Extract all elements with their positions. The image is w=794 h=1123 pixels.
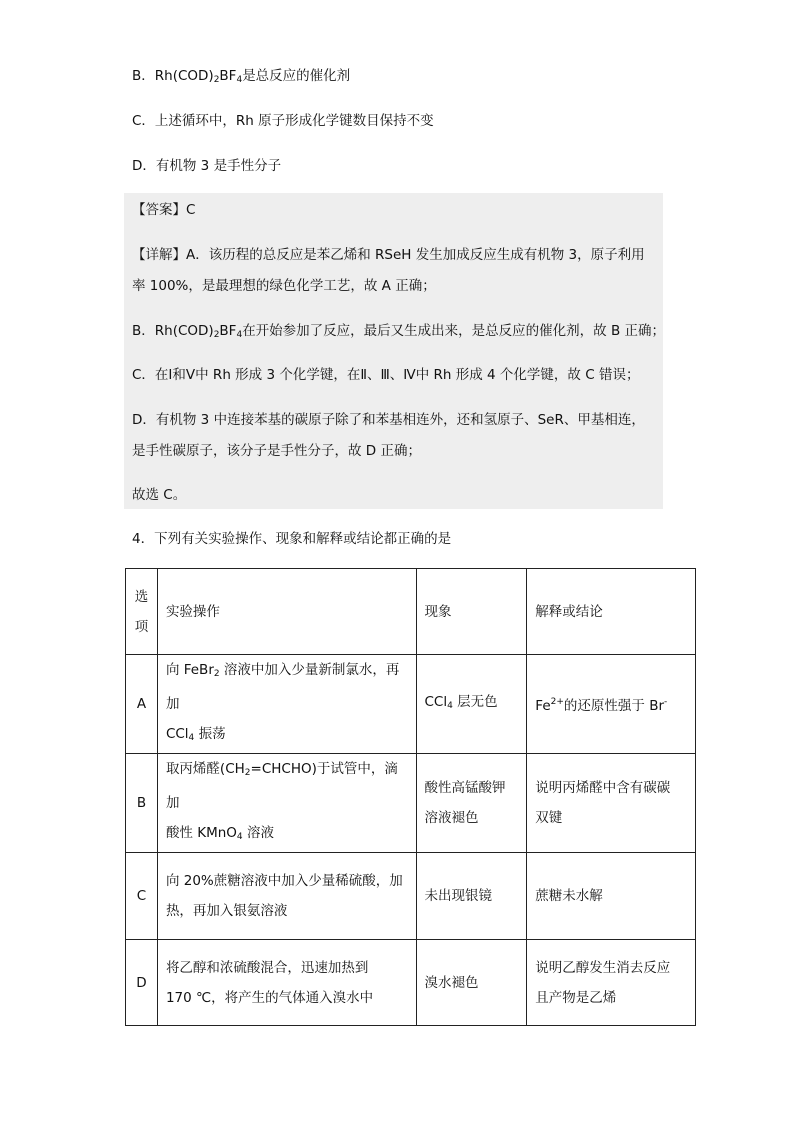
detail-c: C．在Ⅰ和Ⅴ中 Rh 形成 3 个化学键，在Ⅱ、Ⅲ、Ⅳ中 Rh 形成 4 个化学键，故 C 错误； (132, 367, 640, 383)
row-option: D (126, 940, 158, 1026)
row-option: A (126, 655, 158, 754)
row-phenomenon: CCl$_4$ 层无色 (416, 655, 527, 754)
question-4-table (125, 568, 696, 1026)
answer-label: 【答案】C (132, 202, 196, 218)
question-4-stem: 4．下列有关实验操作、现象和解释或结论都正确的是 (132, 531, 452, 547)
header-option: 选 项 (126, 569, 158, 655)
detail-d-line-1: D．有机物 3 中连接苯基的碳原子除了和苯基相连外，还和氢原子、SeR、甲基相连， (132, 412, 645, 428)
table-row (126, 940, 696, 1026)
detail-d-line-2: 是手性碳原子，该分子是手性分子，故 D 正确； (132, 443, 421, 459)
row-operation: 向 FeBr$_2$ 溶液中加入少量新制氯水，再加 CCl$_4$ 振荡 (157, 655, 416, 754)
table-row (126, 853, 696, 940)
detail-b: B．$Rh(COD)_2BF_4$在开始参加了反应，最后又生成出来，是总反应的催化剂，故 B 正确； (132, 323, 666, 340)
table-header-row (126, 569, 696, 655)
option-b: B．$Rh(COD)_2BF_4$是总反应的催化剂 (132, 68, 351, 85)
detail-a-line-2: 率 100%，是最理想的绿色化学工艺，故 A 正确； (132, 278, 436, 294)
answer-box (124, 193, 666, 509)
row-phenomenon: 未出现银镜 (416, 853, 527, 940)
row-operation: 取丙烯醛$(CH_2=CHCHO)$于试管中，滴加 酸性 KMnO$_4$ 溶液 (157, 754, 416, 853)
table-row (126, 655, 696, 754)
row-conclusion: 说明丙烯醛中含有碳碳 双键 (527, 754, 696, 853)
header-conclusion: 解释或结论 (527, 569, 696, 655)
row-operation: 将乙醇和浓硫酸混合，迅速加热到 170 ℃，将产生的气体通入溴水中 (157, 940, 416, 1026)
header-operation: 实验操作 (157, 569, 416, 655)
row-operation: 向 20%蔗糖溶液中加入少量稀硫酸，加 热，再加入银氨溶液 (157, 853, 416, 940)
row-conclusion: 说明乙醇发生消去反应 且产物是乙烯 (527, 940, 696, 1026)
answer-conclusion: 故选 C。 (132, 487, 187, 503)
option-c: C．上述循环中，Rh 原子形成化学键数目保持不变 (132, 113, 434, 129)
header-phenomenon: 现象 (416, 569, 527, 655)
row-phenomenon: 酸性高锰酸钾 溶液褪色 (416, 754, 527, 853)
row-phenomenon: 溴水褪色 (416, 940, 527, 1026)
row-option: C (126, 853, 158, 940)
detail-a-line-1: 【详解】A．该历程的总反应是苯乙烯和 RSeH 发生加成反应生成有机物 3，原子利用 (132, 247, 645, 263)
table-row (126, 754, 696, 853)
row-conclusion: 蔗糖未水解 (527, 853, 696, 940)
option-d: D．有机物 3 是手性分子 (132, 158, 282, 174)
row-option: B (126, 754, 158, 853)
row-conclusion: $Fe^{2+}$的还原性强于 Br- (527, 655, 696, 754)
